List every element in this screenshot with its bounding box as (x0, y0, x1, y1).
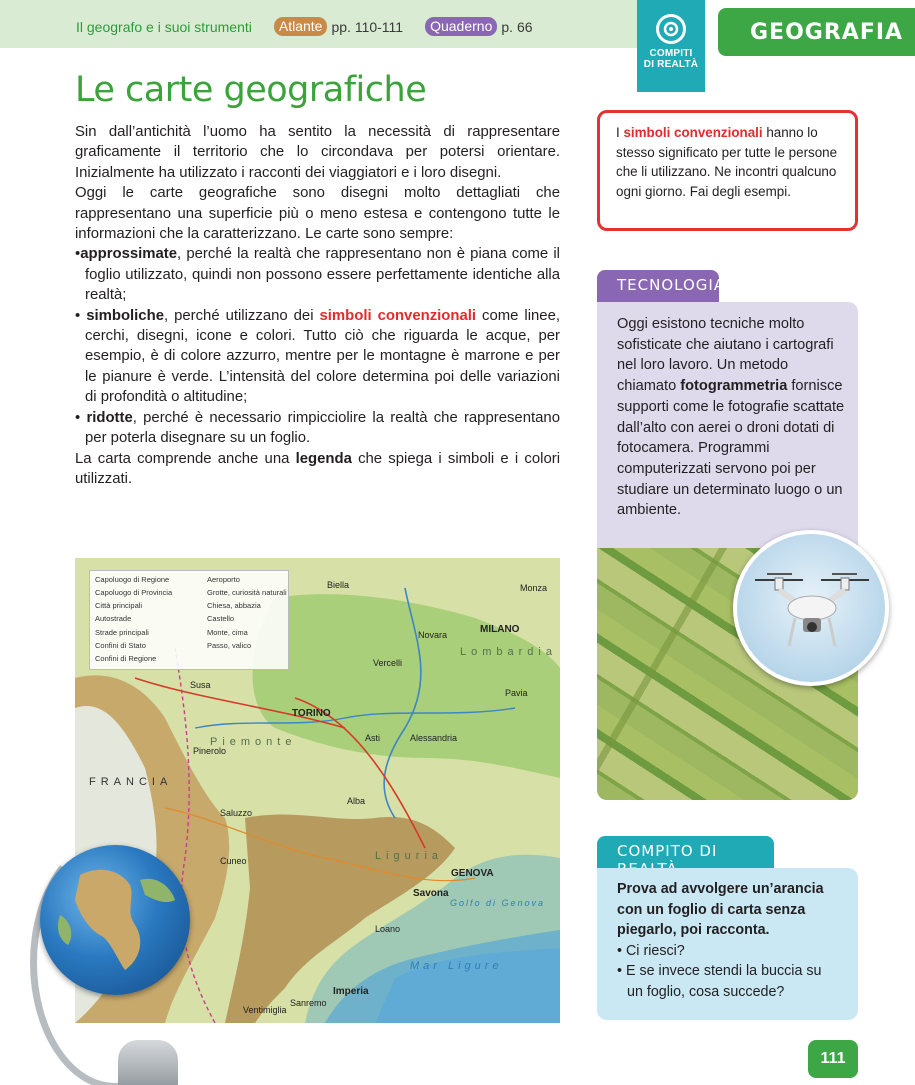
map-sea-mar-ligure: Mar Ligure (410, 960, 503, 972)
legend-item: Capoluogo di Provincia (95, 588, 173, 598)
breadcrumb[interactable]: Il geografo e i suoi strumenti (76, 18, 252, 35)
term-approssimate: approssimate (80, 246, 178, 263)
simboli-note-box (597, 110, 858, 231)
globe-image (40, 845, 190, 995)
subject-tab[interactable]: GEOGRAFIA (718, 8, 915, 56)
map-region-liguria: Liguria (375, 850, 444, 862)
bullet-simboliche: • simboliche, perché utilizzano dei simboli convenzionali come linee, cerchi, disegni, icone e colori. Tutto ciò che riguarda le acque, per esempio, è di colore azzurro, mentre per le montagne è marrone e per le pianure è verde. L’intensità del colore determina poi delle variazioni di profondità o altitudine; (75, 307, 560, 406)
text: La carta comprende anche una (75, 450, 296, 467)
map-city-savona: Savona (413, 888, 449, 899)
compito-bullet-2: • E se invece stendi la buccia su un foglio, cosa succede? (617, 963, 822, 1000)
bullet-text: come linee, cerchi, disegni, icone e colori. Tutto ciò che riguarda le acque, per esempio, è di colore azzurro, mentre per le montagne è marrone e per le pianure è verde. L’intensità del colore determina poi delle variazioni di profondità o altitudine; (85, 307, 560, 406)
header-band (0, 0, 637, 48)
legend-item: Passo, valico (207, 640, 252, 650)
compito-heading: COMPITO DI (597, 836, 774, 868)
bullet-text: , perché la realtà che rappresentano non è piana come il foglio utilizzato, quindi non possono essere perfettamente identiche alla realtà; (85, 246, 560, 304)
paragraph-intro: Sin dall’antichità l’uomo ha sentito la necessità di rappresentare graficamente il territorio che lo circondava per potersi orientare. Inizialmente ha utilizzato i racconti dei viaggiatori e i loro disegni. (75, 124, 560, 181)
atlante-tag[interactable]: Atlante (274, 17, 328, 36)
map-city-biella: Biella (327, 580, 350, 590)
note-text: I (616, 125, 624, 140)
compiti-di-realta-badge[interactable] (637, 0, 705, 92)
drone-photo (733, 530, 889, 686)
atlante-pages: pp. 110-111 (331, 18, 404, 35)
legend-item: Confini di Regione (95, 653, 157, 663)
text: Oggi esistono tecniche molto sofisticate che aiutano i cartografi nel loro lavoro. Un metodo chiamato (617, 316, 834, 395)
compito-box (597, 868, 858, 1020)
map-city-cuneo: Cuneo (220, 856, 247, 866)
tecnologia-heading: TECNOLOGIA (597, 270, 719, 302)
map-city-vercelli: Vercelli (373, 658, 403, 668)
bullet-ridotte: • ridotte, perché è necessario rimpicciolire la realtà che rappresentano per poterla disegnare su un foglio. (75, 409, 560, 447)
globe-continents (40, 845, 190, 995)
term-legenda: legenda (295, 450, 352, 467)
text: fornisce supporti come le fotografie scattate dall’alto con aerei o droni dotati di fotocamera. Programmi computerizzati servono poi per studiare un determinato luogo o un ambiente. (617, 378, 845, 519)
paragraph-today: Oggi le carte geografiche sono disegni molto dettagliati che rappresentano una superficie più o meno estesa e contengono tutte le informazioni che la caratterizzano. Le carte sono sempre: (75, 185, 560, 243)
map-region-lombardia: Lombardia (460, 646, 557, 658)
badge-line-2: DI REALTÀ (643, 59, 699, 70)
note-text: hanno lo stesso significato per tutte le persone che li utilizzano. Ne incontri qualcuno ogni giorno. Fai degli esempi. (616, 125, 838, 199)
tecnologia-text (617, 314, 845, 521)
legend-item: Grotte, curiosità naturali (207, 588, 287, 598)
bullet-text: , perché è necessario rimpicciolire la realtà che rappresentano per poterla disegnare su un foglio. (85, 409, 560, 447)
legend-item: Capoluogo di Regione (95, 575, 170, 584)
quaderno-pages: p. 66 (501, 18, 533, 35)
map-city-asti: Asti (365, 733, 381, 743)
header-row (76, 17, 533, 36)
map-city-loano: Loano (375, 924, 401, 934)
legend-item: Confini di Stato (95, 640, 146, 650)
map-city-pavia: Pavia (505, 688, 528, 698)
legend-item: Aeroporto (207, 575, 240, 584)
paragraph-legenda (75, 449, 560, 490)
legend-item: Autostrade (95, 614, 132, 624)
text: che spiega i simboli e i colori utilizzati. (75, 450, 560, 487)
map-city-imperia: Imperia (333, 986, 369, 997)
globe-base (118, 1040, 178, 1085)
map-city-torino: TORINO (292, 708, 331, 719)
map-city-sanremo: Sanremo (290, 998, 327, 1008)
map-city-alba: Alba (347, 796, 366, 806)
legend-item: Città principali (95, 601, 143, 611)
map-city-monza: Monza (520, 583, 548, 593)
compito-bullet-1: • Ci riesci? (617, 942, 685, 959)
bullet-approssimate: •approssimate, perché la realtà che rappresentano non è piana come il foglio utilizzato, quindi non possono essere perfettamente identiche alla realtà; (75, 246, 560, 304)
page-number: 111 (808, 1040, 858, 1078)
legend-item: Castello (207, 614, 235, 624)
legend-item: Strade principali (95, 627, 149, 637)
head-gear-icon (656, 14, 686, 44)
term-fotogrammetria: fotogrammetria (680, 378, 788, 395)
map-city-alessandria: Alessandria (410, 733, 458, 743)
page-title: Le carte geografiche (75, 70, 427, 110)
map-city-milano: MILANO (480, 624, 520, 635)
map-city-saluzzo: Saluzzo (220, 808, 253, 818)
bullet-text: , perché utilizzano dei (163, 307, 320, 324)
drone-icon (737, 534, 885, 682)
legend-item: Monte, cima (207, 627, 248, 637)
compito-question: Prova ad avvolgere un’arancia con un foglio di carta senza piegarlo, poi racconta. (617, 881, 824, 938)
map-country-francia: FRANCIA (89, 776, 173, 788)
map-city-susa: Susa (190, 680, 211, 690)
map-sea-golfo: Golfo di Genova (450, 898, 546, 908)
term-simboli-convenzionali-note: simboli convenzionali (623, 125, 763, 140)
term-simboliche: simboliche (86, 307, 164, 324)
map-city-genova: GENOVA (451, 868, 494, 879)
term-simboli-convenzionali: simboli convenzionali (319, 307, 477, 324)
term-ridotte: ridotte (86, 409, 133, 426)
map-region-piemonte: Piemonte (210, 736, 297, 748)
map-city-pinerolo: Pinerolo (193, 746, 227, 756)
map-city-ventimiglia: Ventimiglia (243, 1005, 287, 1015)
legend-item: Chiesa, abbazia (207, 601, 261, 611)
main-text (75, 122, 560, 489)
badge-line-1: COMPITI (649, 48, 693, 59)
map-city-novara: Novara (418, 630, 448, 640)
map-legend (89, 570, 289, 670)
quaderno-tag[interactable]: Quaderno (425, 17, 497, 36)
